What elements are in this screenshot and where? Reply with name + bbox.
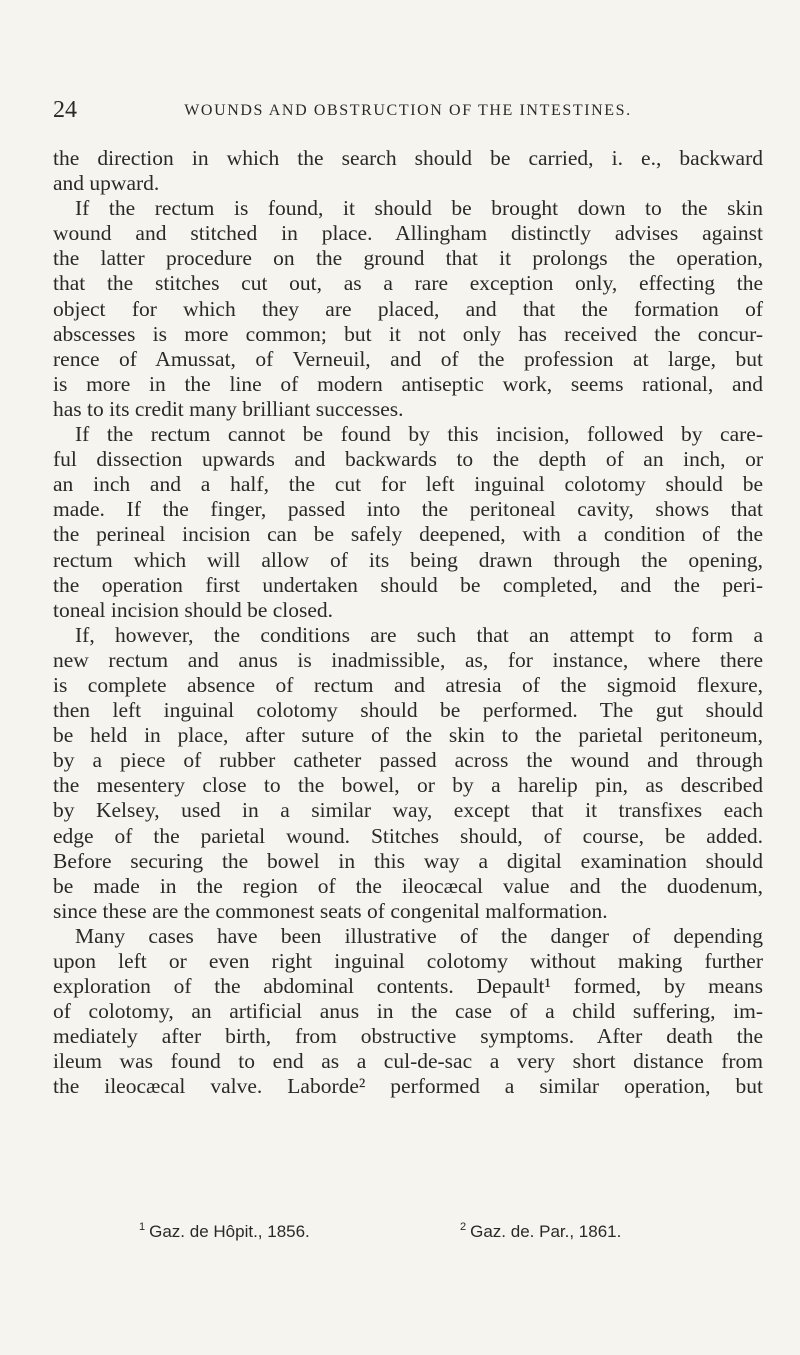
footnote-text: Gaz. de. Par., 1861. <box>470 1222 622 1241</box>
text-line: by a piece of rubber catheter passed across the wound and through <box>53 748 763 773</box>
text-line: ileum was found to end as a cul-de-sac a very short distance from <box>53 1049 763 1074</box>
footnote-marker: 2 <box>460 1221 467 1233</box>
text-line: and upward. <box>53 171 160 196</box>
text-line: the latter procedure on the ground that it prolongs the operation, <box>53 246 763 271</box>
text-line: the direction in which the search should be carried, i. e., backward <box>53 146 763 170</box>
text-line: the ileocæcal valve. Laborde² performed a similar operation, but <box>53 1074 763 1099</box>
text-line: If the rectum cannot be found by this incision, followed by care- <box>75 422 763 447</box>
text-line: upon left or even right inguinal colotomy without making further <box>53 949 763 973</box>
text-line: since these are the commonest seats of congenital malformation. <box>53 898 608 923</box>
text-line: an inch and a half, the cut for left inguinal colotomy should be <box>53 472 763 497</box>
page-header <box>53 94 763 126</box>
text-line: ful dissection upwards and backwards to the depth of an inch, or <box>53 447 763 472</box>
text-line: edge of the parietal wound. Stitches should, of course, be added. <box>53 823 763 848</box>
footnotes <box>53 1220 763 1244</box>
text-line: be held in place, after suture of the skin to the parietal peritoneum, <box>53 723 763 748</box>
text-line: object for which they are placed, and that the formation of <box>53 296 763 321</box>
text-line: has to its credit many brilliant successes. <box>53 396 404 421</box>
text-line: the mesentery close to the bowel, or by a harelip pin, as described <box>53 773 763 798</box>
footnote-marker: 1 <box>139 1221 146 1233</box>
text-line: exploration of the abdominal contents. Depault¹ formed, by means <box>53 974 763 999</box>
text-line: by Kelsey, used in a similar way, except that it transfixes each <box>53 798 763 823</box>
text-line: that the stitches cut out, as a rare exception only, effecting the <box>53 271 763 296</box>
text-line: If, however, the conditions are such that an attempt to form a <box>75 622 763 647</box>
text-line: wound and stitched in place. Allingham distinctly advises against <box>53 221 763 246</box>
text-line: is complete absence of rectum and atresia of the sigmoid flexure, <box>53 672 763 697</box>
footnote-2 <box>460 1220 621 1244</box>
text-line: toneal incision should be closed. <box>53 597 334 622</box>
body-text <box>53 146 763 1100</box>
page-number: 24 <box>53 97 77 123</box>
running-title: WOUNDS AND OBSTRUCTION OF THE INTESTINES. <box>184 102 632 119</box>
text-line: abscesses is more common; but it not only has received the concur- <box>53 321 763 346</box>
text-line: If the rectum is found, it should be brought down to the skin <box>75 196 763 221</box>
text-line: mediately after birth, from obstructive symptoms. After death the <box>53 1024 763 1049</box>
text-line: Many cases have been illustrative of the danger of depending <box>75 923 763 948</box>
text-line: then left inguinal colotomy should be performed. The gut should <box>53 698 763 723</box>
text-line: rence of Amussat, of Verneuil, and of the profession at large, but <box>53 346 763 371</box>
text-line: of colotomy, an artificial anus in the case of a child suffering, im- <box>53 999 763 1024</box>
footnote-text: Gaz. de Hôpit., 1856. <box>149 1222 310 1241</box>
text-line: made. If the finger, passed into the peritoneal cavity, shows that <box>53 497 763 522</box>
text-line: the operation first undertaken should be completed, and the peri- <box>53 572 763 597</box>
text-line: the perineal incision can be safely deepened, with a condition of the <box>53 522 763 547</box>
footnote-1 <box>139 1220 310 1244</box>
text-line: Before securing the bowel in this way a digital examination should <box>53 848 763 873</box>
text-line: new rectum and anus is inadmissible, as, for instance, where there <box>53 647 763 672</box>
text-line: rectum which will allow of its being drawn through the opening, <box>53 547 763 572</box>
text-line: be made in the region of the ileocæcal value and the duodenum, <box>53 873 763 898</box>
text-line: is more in the line of modern antiseptic work, seems rational, and <box>53 371 763 396</box>
